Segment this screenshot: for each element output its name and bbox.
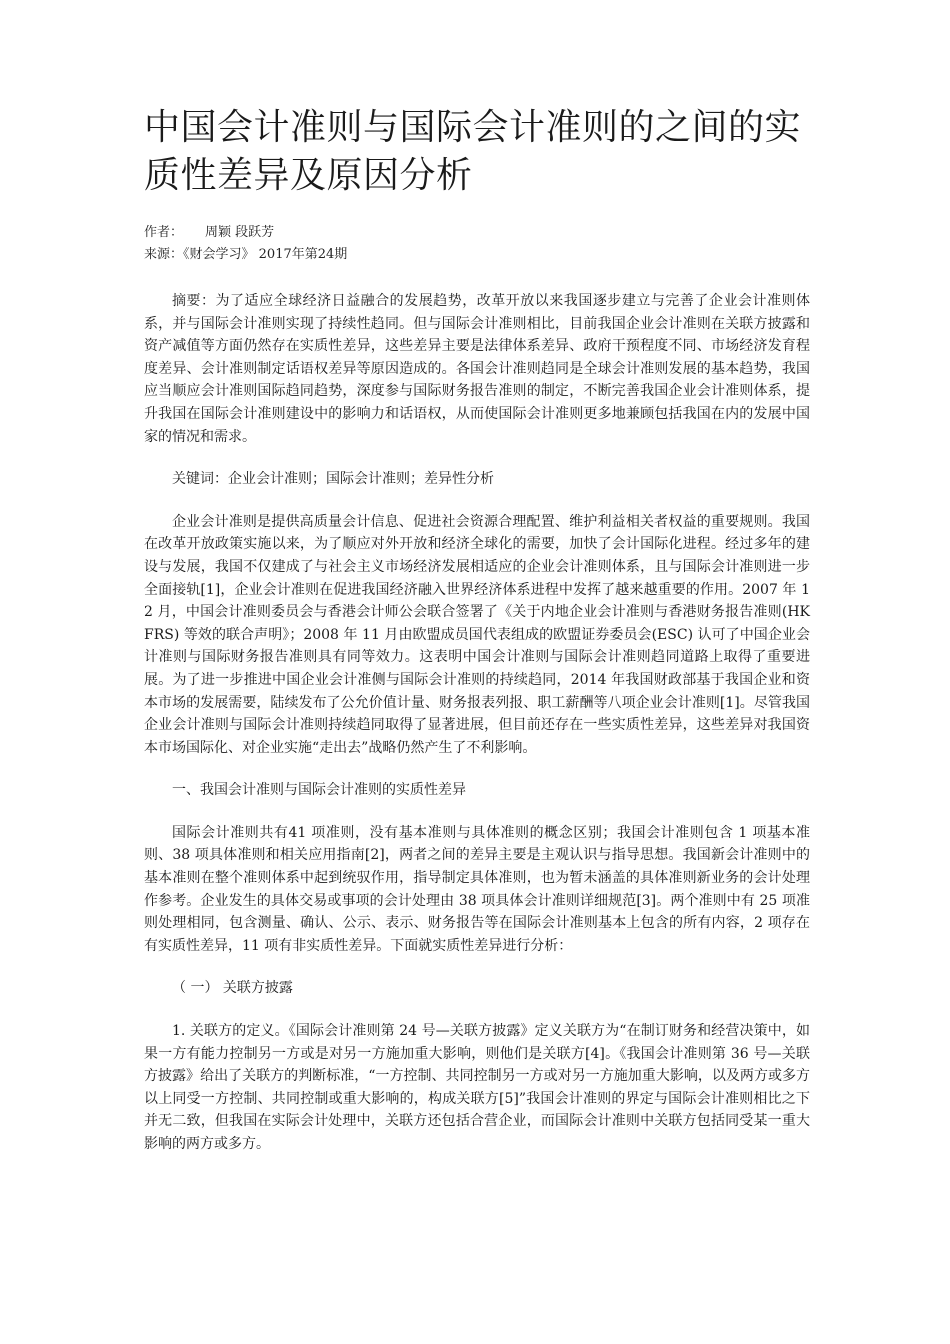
- subsection-paragraph: 1. 关联方的定义。《国际会计准则第 24 号—关联方披露》定义关联方为“在制订财务和经营决策中，如果一方有能力控制另一方或是对另一方施加重大影响，则他们是关联方[4]。《我国会计准则第 36 号—关联方披露》给出了关联方的判断标准，“一方控制、共同控制另一方或对另一方施加重大影响，以及两方或多方以上同受一方控制、共同控制或重大影响的，构成关联方[5]”我国会计准则的界定与国际会计准则相比之下并无二致，但我国在实际会计处理中，关联方还包括合营企业，而国际会计准则中关联方包括同受某一重大影响的两方或多方。: [144, 1023, 810, 1152]
- intro-paragraph: 企业会计准则是提供高质量会计信息、促进社会资源合理配置、维护利益相关者权益的重要规则。我国在改革开放政策实施以来，为了顺应对外开放和经济全球化的需要，加快了会计国际化进程。经过多年的建设与发展，我国不仅建成了与社会主义市场经济发展相适应的企业会计准则体系，且与国际会计准则进一步全面接轨[1]，企业会计准则在促进我国经济融入世界经济体系进程中发挥了越来越重要的作用。2007 年 12 月，中国会计准则委员会与香港会计师公会联合签署了《关于内地企业会计准则与香港财务报告准则(HKFRS) 等效的联合声明》；2008 年 11 月由欧盟成员国代表组成的欧盟证券委员会(ESC) 认可了中国企业会计准则与国际财务报告准则具有同等效力。这表明中国会计准则与国际会计准则趋同道路上取得了重要进展。为了进一步推进中国企业会计准侧与国际会计准则的持续趋同，2014 年我国财政部基于我国企业和资本市场的发展需要，陆续发布了公允价值计量、财务报表列报、职工薪酬等八项企业会计准则[1]。尽管我国企业会计准则与国际会计准则持续趋同取得了显著进展，但目前还存在一些实质性差异，这些差异对我国资本市场国际化、对企业实施“走出去”战略仍然产生了不利影响。: [144, 513, 810, 756]
- article-page: [144, 104, 810, 1156]
- section-paragraph: 国际会计准则共有41 项准则，没有基本准则与具体准则的概念区别；我国会计准则包含 1 项基本准则、38 项具体准则和相关应用指南[2]，两者之间的差异主要是主观认识与指导思想。我国新会计准则中的基本准则在整个准则体系中起到统驭作用，指导制定具体准则，也为暂未涵盖的具体准则新业务的会计处理作参考。企业发生的具体交易或事项的会计处理由 38 项具体会计准则详细规范[3]。两个准则中有 25 项准则处理相同，包含测量、确认、公示、表示、财务报告等在国际会计准则基本上包含的所有内容，2 项存在有实质性差异，11 项有非实质性差异。下面就实质性差异进行分析：: [144, 824, 810, 954]
- abstract-paragraph: 摘要：为了适应全球经济日益融合的发展趋势，改革开放以来我国逐步建立与完善了企业会计准则体系，并与国际会计准则实现了持续性趋同。但与国际会计准则相比，目前我国企业会计准则在关联方披露和资产减值等方面仍然存在实质性差异，这些差异主要是法律体系差异、政府干预程度不同、市场经济发育程度差异、会计准则制定话语权差异等原因造成的。各国会计准则趋同是全球会计准则发展的基本趋势，我国应当顺应会计准则国际趋同趋势，深度参与国际财务报告准则的制定，不断完善我国企业会计准则体系，提升我国在国际会计准则建设中的影响力和话语权，从而使国际会计准则更多地兼顾包括我国在内的发展中国家的情况和需求。: [144, 293, 810, 445]
- author-names: 周颖 段跃芳: [205, 225, 275, 240]
- source-label: 来源：: [144, 247, 184, 262]
- section-heading: 一、我国会计准则与国际会计准则的实质性差异: [172, 782, 466, 799]
- author-label: 作者：: [144, 225, 184, 240]
- source-text: 《财会学习》 2017年第24期: [183, 247, 348, 262]
- article-title: 中国会计准则与国际会计准则的之间的实质性差异及原因分析: [144, 107, 802, 196]
- keywords-paragraph: 关键词：企业会计准则；国际会计准则；差异性分析: [172, 471, 494, 488]
- author-line: [144, 222, 810, 244]
- subsection-heading: （ 一） 关联方披露: [172, 980, 293, 997]
- source-line: [144, 244, 810, 266]
